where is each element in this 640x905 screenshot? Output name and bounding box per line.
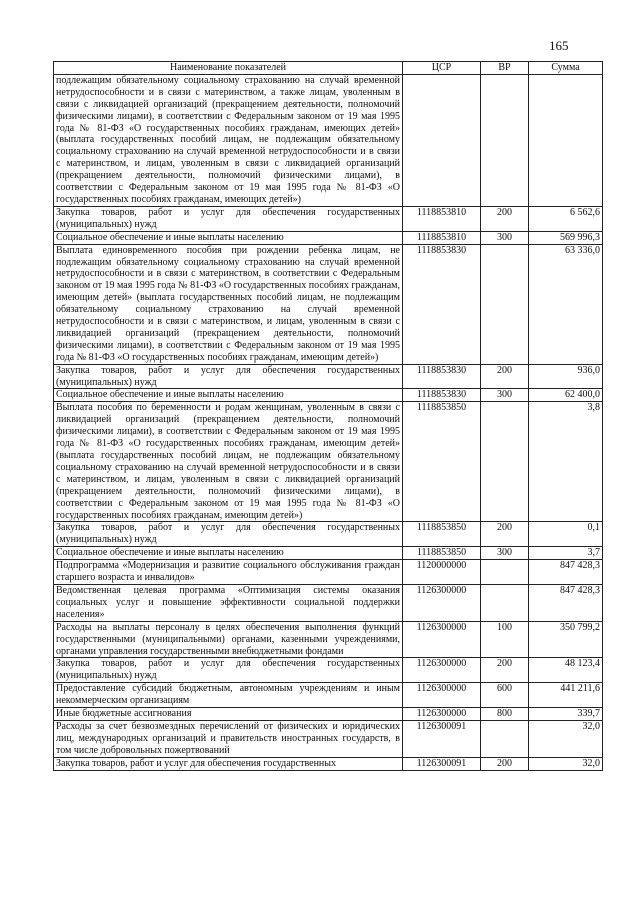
- table-row: [54, 658, 603, 683]
- row-vr: 200: [481, 522, 529, 547]
- table-row: [54, 621, 603, 658]
- row-vr: [481, 74, 529, 206]
- row-name: Расходы на выплаты персоналу в целях обеспечения выполнения функций государственными (муниципальными) органами, казенными учреждениями, органами управления государственными внебюджетными фондами: [54, 621, 403, 658]
- row-name: Закупка товаров, работ и услуг для обеспечения государственных (муниципальных) нужд: [54, 522, 403, 547]
- row-code: 1118853850: [403, 547, 481, 560]
- row-sum: 936,0: [529, 364, 603, 389]
- header-vr: ВР: [481, 62, 529, 75]
- row-sum: 3,7: [529, 547, 603, 560]
- row-code: 1126300000: [403, 621, 481, 658]
- row-sum: 3,8: [529, 402, 603, 522]
- row-sum: 847 428,3: [529, 584, 603, 621]
- row-code: 1118853850: [403, 402, 481, 522]
- row-code: 1120000000: [403, 560, 481, 585]
- row-code: 1118853830: [403, 244, 481, 364]
- row-name: подлежащим обязательному социальному страхованию на случай временной нетрудоспособности и в связи с материнством, а также лицам, уволенным в связи с ликвидацией организаций (прекращением деятельности, полномочий физическими лицами), в соответствии с Федеральным законом от 19 мая 1995 года № 81-ФЗ «О государственных пособиях гражданам, имеющих детей» (выплата государственных пособий лицам, не подлежащим обязательному социальному страхованию на случай временной нетрудоспособности и в связи с материнством, и лицам, уволенным в связи с ликвидацией организаций (прекращением деятельности, полномочий физическими лицами), в соответствии с Федеральным законом от 19 мая 1995 года № 81-ФЗ «О государственных пособиях гражданам, имеющих детей»): [54, 74, 403, 206]
- row-vr: 100: [481, 621, 529, 658]
- row-sum: 62 400,0: [529, 389, 603, 402]
- table-row: [54, 244, 603, 364]
- table-row: [54, 720, 603, 757]
- table-row: [54, 547, 603, 560]
- row-code: 1118853810: [403, 231, 481, 244]
- table-row: [54, 560, 603, 585]
- row-code: 1126300091: [403, 757, 481, 770]
- row-vr: [481, 584, 529, 621]
- row-vr: 300: [481, 547, 529, 560]
- table-row: [54, 364, 603, 389]
- row-sum: [529, 74, 603, 206]
- row-code: 1118853830: [403, 389, 481, 402]
- table-row: [54, 231, 603, 244]
- row-vr: [481, 244, 529, 364]
- row-code: 1126300091: [403, 720, 481, 757]
- row-code: [403, 74, 481, 206]
- row-sum: 350 799,2: [529, 621, 603, 658]
- header-code: ЦСР: [403, 62, 481, 75]
- row-name: Социальное обеспечение и иные выплаты населению: [54, 231, 403, 244]
- row-sum: 441 211,6: [529, 683, 603, 708]
- row-vr: 200: [481, 658, 529, 683]
- row-name: Расходы за счет безвозмездных перечислений от физических и юридических лиц, международных организаций и правительств иностранных государств, в том числе добровольных пожертвований: [54, 720, 403, 757]
- row-sum: 32,0: [529, 720, 603, 757]
- row-name: Предоставление субсидий бюджетным, автономным учреждениям и иным некоммерческим организациям: [54, 683, 403, 708]
- row-sum: 63 336,0: [529, 244, 603, 364]
- row-sum: 0,1: [529, 522, 603, 547]
- row-sum: 6 562,6: [529, 206, 603, 231]
- table-row: [54, 584, 603, 621]
- header-sum: Сумма: [529, 62, 603, 75]
- row-vr: 300: [481, 389, 529, 402]
- row-vr: 600: [481, 683, 529, 708]
- table-row: [54, 74, 603, 206]
- row-sum: 569 996,3: [529, 231, 603, 244]
- row-vr: 300: [481, 231, 529, 244]
- table-row: [54, 757, 603, 770]
- table-row: [54, 708, 603, 721]
- row-code: 1118853810: [403, 206, 481, 231]
- table-row: [54, 683, 603, 708]
- row-code: 1126300000: [403, 658, 481, 683]
- budget-table: [53, 61, 603, 771]
- row-name: Ведомственная целевая программа «Оптимизация системы оказания социальных услуг и повышение эффективности социальной поддержки населения»: [54, 584, 403, 621]
- table-row: [54, 522, 603, 547]
- row-name: Выплата единовременного пособия при рождении ребенка лицам, не подлежащим обязательному социальному страхованию на случай временной нетрудоспособности и в связи с материнством, в соответствии с Федеральным законом от 19 мая 1995 года № 81-ФЗ «О государственных пособиях гражданам, имеющим детей» (выплата государственных пособий лицам, не подлежащим обязательному социальному страхованию на случай временной нетрудоспособности и в связи с материнством, и лицам, уволенным в связи с ликвидацией организаций (прекращением деятельности, полномочий физическими лицами), в соответствии с Федеральным законом от 19 мая 1995 года № 81-ФЗ «О государственных пособиях гражданам, имеющим детей»): [54, 244, 403, 364]
- row-code: 1126300000: [403, 683, 481, 708]
- row-name: Социальное обеспечение и иные выплаты населению: [54, 547, 403, 560]
- row-vr: 200: [481, 206, 529, 231]
- row-vr: 200: [481, 757, 529, 770]
- row-sum: 32,0: [529, 757, 603, 770]
- row-name: Закупка товаров, работ и услуг для обеспечения государственных (муниципальных) нужд: [54, 364, 403, 389]
- row-name: Иные бюджетные ассигнования: [54, 708, 403, 721]
- row-sum: 339,7: [529, 708, 603, 721]
- row-name: Подпрограмма «Модернизация и развитие социального обслуживания граждан старшего возраста и инвалидов»: [54, 560, 403, 585]
- table-row: [54, 206, 603, 231]
- row-code: 1118853850: [403, 522, 481, 547]
- page-number: 165: [549, 38, 569, 53]
- row-sum: 847 428,3: [529, 560, 603, 585]
- row-vr: 800: [481, 708, 529, 721]
- row-name: Выплата пособия по беременности и родам женщинам, уволенным в связи с ликвидацией организаций (прекращением деятельности, полномочий физическими лицами), в соответствии с Федеральным законом от 19 мая 1995 года № 81-ФЗ «О государственных пособиях гражданам, имеющим детей» (выплата государственных пособий лицам, не подлежащим обязательному социальному страхованию на случай временной нетрудоспособности и в связи с материнством, и лицам, уволенным в связи с ликвидацией организаций (прекращением деятельности, полномочий физическими лицами), в соответствии с Федеральным законом от 19 мая 1995 года № 81-ФЗ «О государственных пособиях гражданам, имеющим детей»): [54, 402, 403, 522]
- row-vr: [481, 402, 529, 522]
- row-vr: [481, 560, 529, 585]
- row-code: 1126300000: [403, 584, 481, 621]
- table-row: [54, 402, 603, 522]
- row-vr: 200: [481, 364, 529, 389]
- row-code: 1118853830: [403, 364, 481, 389]
- table-row: [54, 389, 603, 402]
- row-name: Социальное обеспечение и иные выплаты населению: [54, 389, 403, 402]
- row-name: Закупка товаров, работ и услуг для обеспечения государственных (муниципальных) нужд: [54, 658, 403, 683]
- table-header-row: [54, 62, 603, 75]
- row-vr: [481, 720, 529, 757]
- row-name: Закупка товаров, работ и услуг для обеспечения государственных (муниципальных) нужд: [54, 206, 403, 231]
- row-name: Закупка товаров, работ и услуг для обеспечения государственных: [54, 757, 403, 770]
- row-sum: 48 123,4: [529, 658, 603, 683]
- row-code: 1126300000: [403, 708, 481, 721]
- header-name: Наименование показателей: [54, 62, 403, 75]
